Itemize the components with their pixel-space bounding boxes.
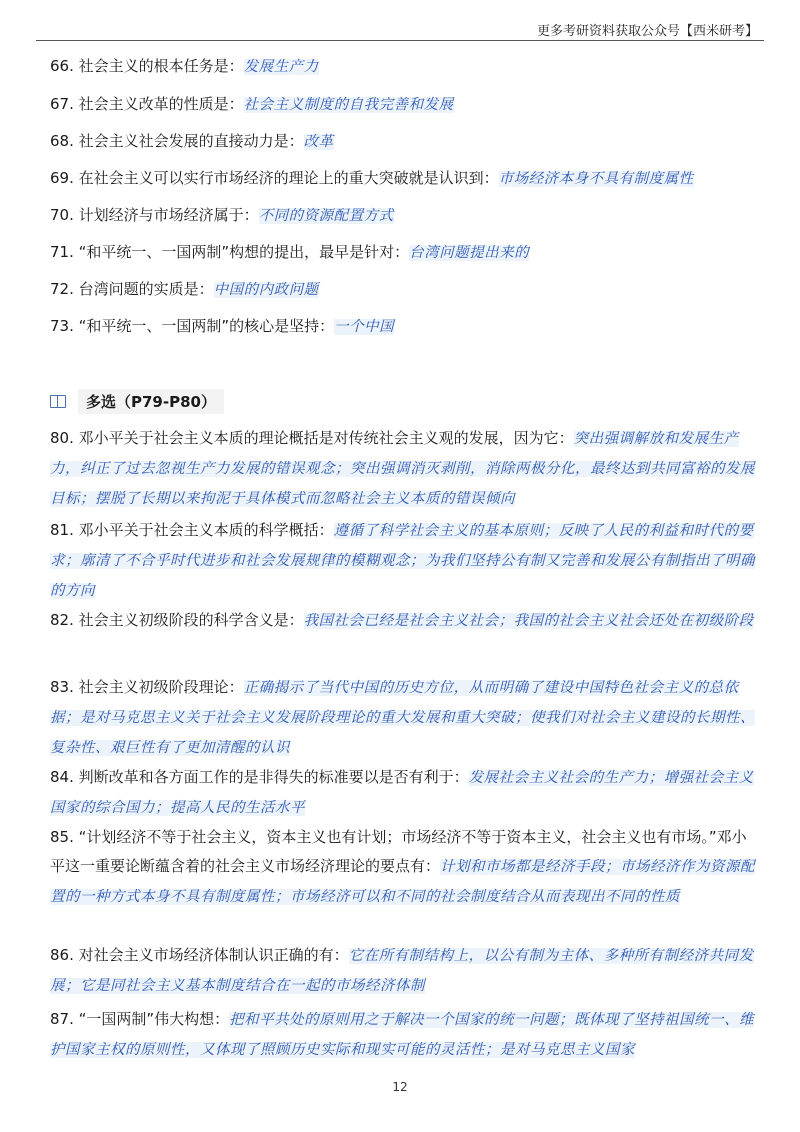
answer-text: 社会主义制度的自我完善和发展	[243, 97, 454, 113]
question-text: 72. 台湾问题的实质是：	[50, 280, 214, 298]
question-68	[50, 127, 755, 157]
question-text: 87. “一国两制”伟大构想：	[50, 1010, 230, 1028]
question-text: 68. 社会主义社会发展的直接动力是：	[50, 132, 304, 150]
answer-text: 它在所有制结构上，以公有制为主体、多种所有制经济共同发展；它是同社会主义基本制度结合在一起的市场经济体制	[50, 948, 754, 994]
question-87	[50, 1005, 755, 1065]
answer-text: 市场经济本身不具有制度属性	[498, 171, 694, 187]
question-84	[50, 763, 755, 823]
question-text: 83. 社会主义初级阶段理论：	[50, 678, 244, 696]
question-text: 66. 社会主义的根本任务是：	[50, 57, 244, 75]
question-83	[50, 673, 755, 763]
question-73	[50, 312, 755, 342]
question-69	[50, 164, 755, 194]
question-67	[50, 90, 755, 120]
question-text: 71. “和平统一、一国两制”构想的提出，最早是针对：	[50, 243, 410, 261]
question-text: 67. 社会主义改革的性质是：	[50, 95, 244, 113]
question-70	[50, 201, 755, 231]
question-86	[50, 941, 755, 1001]
question-text: 86. 对社会主义市场经济体制认识正确的有：	[50, 946, 349, 964]
question-text: 82. 社会主义初级阶段的科学含义是：	[50, 611, 304, 629]
question-text: 69. 在社会主义可以实行市场经济的理论上的重大突破就是认识到：	[50, 169, 499, 187]
question-80	[50, 424, 755, 514]
question-text: 84. 判断改革和各方面工作的是非得失的标准要以是否有利于：	[50, 768, 469, 786]
answer-text: 台湾问题提出来的	[409, 245, 530, 261]
answer-text: 计划和市场都是经济手段；市场经济作为资源配置的一种方式本身不具有制度属性；市场经济可以和不同的社会制度结合从而表现出不同的性质	[50, 859, 756, 905]
question-81	[50, 516, 755, 606]
section-label: 多选（P79-P80）	[78, 389, 224, 414]
answer-text: 一个中国	[334, 319, 395, 335]
answer-text: 把和平共处的原则用之于解决一个国家的统一问题；既体现了坚持祖国统一、维护国家主权的原则性，又体现了照顾历史实际和现实可能的灵活性；是对马克思主义国家	[50, 1012, 755, 1058]
question-71	[50, 238, 755, 268]
book-icon	[50, 395, 66, 408]
answer-text: 突出强调解放和发展生产力，纠正了过去忽视生产力发展的错误观念；突出强调消灭剥削，消除两极分化，最终达到共同富裕的发展目标；摆脱了长期以来拘泥于具体模式而忽略社会主义本质的错误倾向	[50, 431, 755, 507]
header-text: 更多考研资料获取公众号【西米研考】	[536, 24, 758, 39]
question-82	[50, 606, 755, 636]
question-text: 70. 计划经济与市场经济属于：	[50, 206, 259, 224]
answer-text: 不同的资源配置方式	[258, 208, 394, 224]
question-66	[50, 52, 755, 82]
question-text: 81. 邓小平关于社会主义本质的科学概括：	[50, 521, 334, 539]
question-text: 73. “和平统一、一国两制”的核心是坚持：	[50, 317, 335, 335]
section-heading	[50, 388, 224, 414]
page-header	[36, 10, 764, 41]
page-number: 12	[392, 1080, 408, 1094]
question-72	[50, 275, 755, 305]
question-text: 80. 邓小平关于社会主义本质的理论概括是对传统社会主义观的发展，因为它：	[50, 429, 574, 447]
question-text: 85. “计划经济不等于社会主义，资本主义也有计划；市场经济不等于资本主义，社会主义也有市场。”邓小平这一重要论断蕴含着的社会主义市场经济理论的要点有：	[50, 828, 747, 875]
answer-text: 我国社会已经是社会主义社会；我国的社会主义社会还处在初级阶段	[303, 613, 754, 629]
answer-text: 改革	[303, 134, 334, 150]
answer-text: 正确揭示了当代中国的历史方位，从而明确了建设中国特色社会主义的总依据；是对马克思主义关于社会主义发展阶段理论的重大发展和重大突破；使我们对社会主义建设的长期性、复杂性、艰巨性有了更加清醒的认识	[50, 680, 755, 756]
question-85	[50, 823, 755, 912]
answer-text: 发展生产力	[243, 59, 319, 75]
answer-text: 遵循了科学社会主义的基本原则；反映了人民的利益和时代的要求；廓清了不合乎时代进步和社会发展规律的模糊观念；为我们坚持公有制又完善和发展公有制指出了明确的方向	[50, 523, 755, 599]
answer-text: 发展社会主义社会的生产力；增强社会主义国家的综合国力；提高人民的生活水平	[50, 770, 754, 816]
answer-text: 中国的内政问题	[213, 282, 319, 298]
